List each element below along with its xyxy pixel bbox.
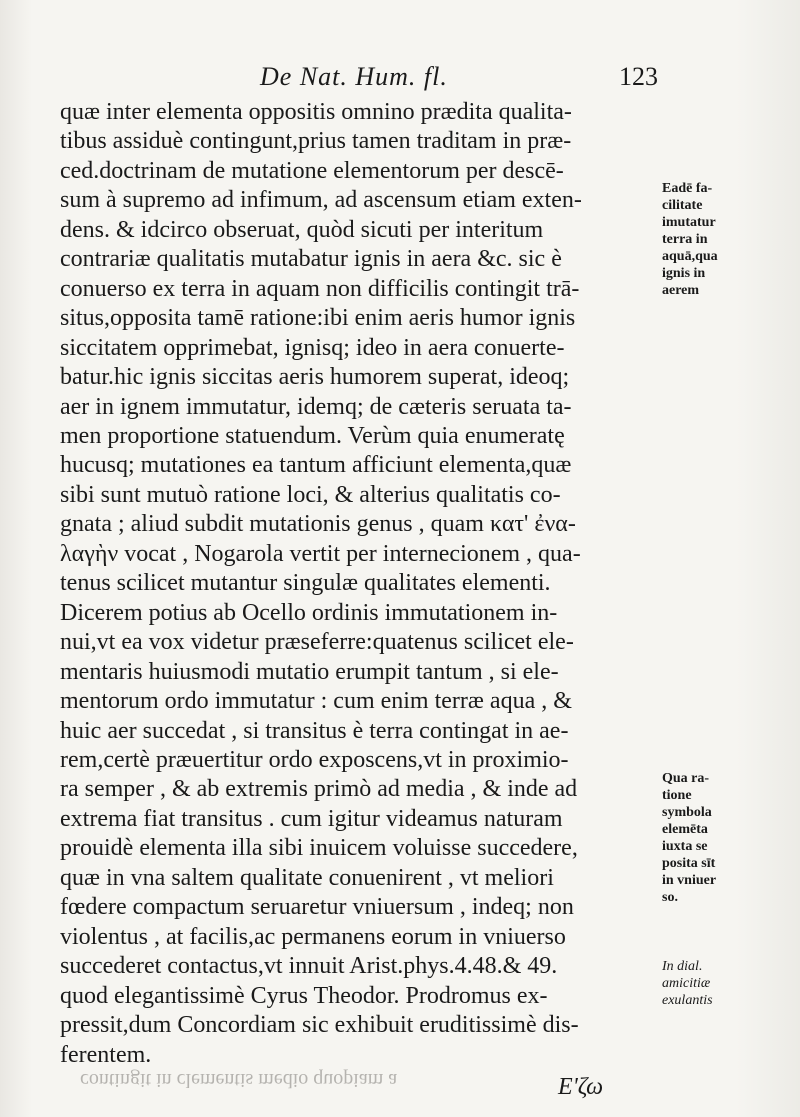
margin-note-line: imutatur	[662, 215, 716, 230]
text-line: Dicerem potius ab Ocello ordinis immutationem in-	[60, 599, 558, 626]
text-line: violentus , at facilis,ac permanens eorum in vniuerso	[60, 923, 566, 950]
margin-note-line: aquā,qua	[662, 249, 718, 264]
text-line: men proportione statuendum. Verùm quia enumeratę	[60, 422, 565, 449]
margin-note	[662, 770, 762, 906]
margin-note-line: terra in	[662, 232, 708, 247]
text-line: extrema fiat transitus . cum igitur videamus naturam	[60, 805, 563, 832]
text-line: succederet contactus,vt innuit Arist.phys.4.48.& 49.	[60, 953, 558, 980]
margin-note-line: in vniuer	[662, 873, 717, 888]
bleed-through-text: contingit in clementis medio quopiam a	[80, 1069, 398, 1091]
margin-note-line: ignis in	[662, 266, 706, 281]
body-text	[60, 98, 645, 1070]
running-title: De Nat. Hum. fl.	[260, 62, 448, 91]
text-line: tenus scilicet mutantur singulæ qualitates elementi.	[60, 570, 551, 597]
text-line: rem,certè præuertitur ordo exposcens,vt in proximio-	[60, 746, 569, 773]
text-line: nui,vt ea vox videtur præseferre:quatenus scilicet ele-	[60, 629, 574, 656]
margin-note	[662, 180, 762, 299]
text-line: huic aer succedat , si transitus è terra contingat in ae-	[60, 717, 569, 744]
text-line: siccitatem opprimebat, ignisq; ideo in aera conuerte-	[60, 334, 565, 361]
margin-note	[662, 958, 762, 1009]
text-line: sibi sunt mutuò ratione loci, & alterius qualitatis co-	[60, 481, 561, 508]
margin-note-line: elemēta	[662, 822, 708, 837]
margin-note-line: iuxta se	[662, 839, 708, 854]
text-line: quod elegantissimè Cyrus Theodor. Prodromus ex-	[60, 982, 548, 1009]
text-line: quæ in vna saltem qualitate conuenirent , vt meliori	[60, 864, 554, 891]
text-line: fœdere compactum seruaretur vniuersum , indeq; non	[60, 894, 574, 921]
text-line: gnata ; aliud subdit mutationis genus , quam κατ' ἐνα-	[60, 511, 576, 538]
margin-note-line: aerem	[662, 283, 700, 298]
margin-note-line: amicitiæ	[662, 976, 711, 991]
margin-note-line: Eadē fa-	[662, 181, 713, 196]
text-line: contrariæ qualitatis mutabatur ignis in aera &c. sic è	[60, 246, 562, 273]
text-line: ced.doctrinam de mutatione elementorum per descē-	[60, 157, 564, 184]
text-line: mentorum ordo immutatur : cum enim terræ aqua , &	[60, 688, 572, 715]
margin-note-line: Qua ra-	[662, 771, 710, 786]
page-number: 123	[619, 62, 658, 91]
text-line: aer in ignem immutatur, idemq; de cæteris seruata ta-	[60, 393, 572, 420]
text-line: hucusq; mutationes ea tantum afficiunt elementa,quæ	[60, 452, 572, 479]
text-line: dens. & idcirco obseruat, quòd sicuti per interitum	[60, 216, 544, 243]
text-line: pressit,dum Concordiam sic exhibuit eruditissimè dis-	[60, 1012, 579, 1039]
margin-note-line: posita sīt	[662, 856, 716, 871]
text-line: mentaris huiusmodi mutatio erumpit tantum , si ele-	[60, 658, 559, 685]
text-line: conuerso ex terra in aquam non difficilis contingit trā-	[60, 275, 580, 302]
text-line: ra semper , & ab extremis primò ad media , & inde ad	[60, 776, 578, 803]
margin-note-line: exulantis	[662, 993, 713, 1008]
text-line: prouidè elementa illa sibi inuicem voluisse succedere,	[60, 835, 578, 862]
text-line: tibus assiduè contingunt,prius tamen traditam in præ-	[60, 128, 572, 155]
catchword: E'ζω	[558, 1074, 604, 1100]
margin-note-line: so.	[662, 890, 678, 905]
text-line: quæ inter elementa oppositis omnino prædita qualita-	[60, 99, 572, 125]
text-line: λαγὴν vocat , Nogarola vertit per internecionem , qua-	[60, 540, 581, 567]
margin-note-line: cilitate	[662, 198, 703, 213]
text-line: situs,opposita tamē ratione:ibi enim aeris humor ignis	[60, 305, 576, 332]
text-line: ferentem.	[60, 1041, 152, 1068]
margin-note-line: In dial.	[662, 959, 703, 974]
text-line: batur.hic ignis siccitas aeris humorem superat, ideoq;	[60, 364, 570, 391]
margin-note-line: symbola	[662, 805, 712, 820]
text-line: sum à supremo ad infimum, ad ascensum etiam exten-	[60, 187, 582, 214]
margin-note-line: tione	[662, 788, 692, 803]
